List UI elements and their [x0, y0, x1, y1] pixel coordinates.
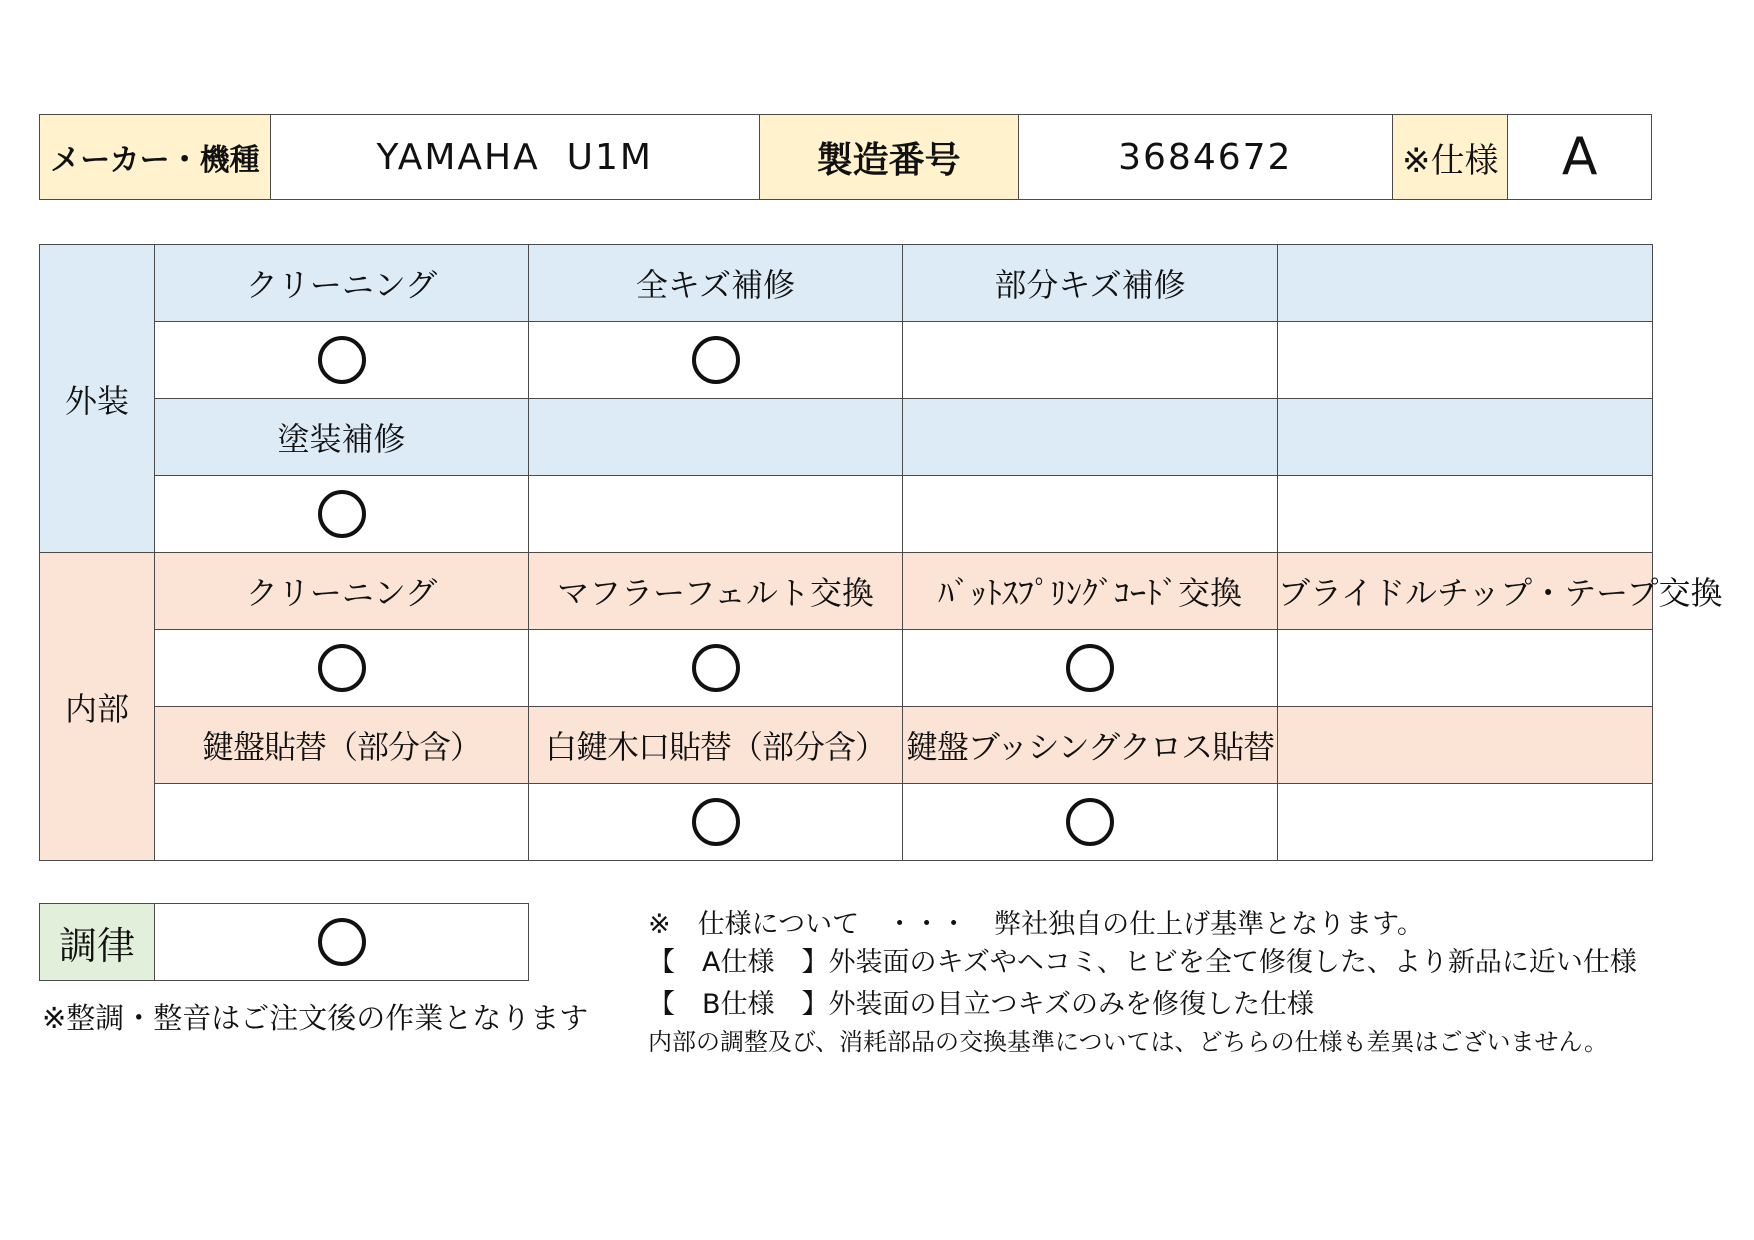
exterior-mark-row-2	[40, 476, 1653, 553]
mark-cell	[903, 784, 1278, 861]
exterior-item-empty	[529, 399, 903, 476]
mark-cell	[1278, 630, 1653, 707]
circle-mark-icon	[692, 336, 740, 384]
spec-value: A	[1508, 115, 1652, 200]
mark-cell	[155, 630, 529, 707]
exterior-item-empty	[1278, 399, 1653, 476]
exterior-mark-row-1	[40, 322, 1653, 399]
spec-note-line-b: 【 B仕様 】外装面の目立つキズのみを修復した仕様	[648, 989, 1314, 1020]
spec-note-line-1: ※ 仕様について ・・・ 弊社独自の仕上げ基準となります。	[648, 909, 1424, 940]
circle-mark-icon	[692, 798, 740, 846]
circle-mark-icon	[318, 336, 366, 384]
mark-cell	[529, 784, 903, 861]
regulation-note: ※整調・整音はご注文後の作業となります	[42, 1001, 589, 1035]
circle-mark-icon	[692, 644, 740, 692]
exterior-item-full-scratch-repair: 全キズ補修	[529, 245, 903, 322]
header-table	[39, 114, 1652, 200]
circle-mark-icon	[318, 490, 366, 538]
mark-cell	[529, 476, 903, 553]
work-items-table	[39, 244, 1723, 861]
interior-item-key-bushing-cloth: 鍵盤ブッシングクロス貼替	[903, 707, 1278, 784]
interior-item-muffler-felt: マフラーフェルト交換	[529, 553, 903, 630]
mark-cell	[1278, 322, 1653, 399]
spec-label: ※仕様	[1393, 115, 1508, 200]
interior-section-label: 内部	[40, 553, 155, 861]
exterior-item-paint-repair: 塗装補修	[155, 399, 529, 476]
mark-cell	[903, 476, 1278, 553]
tuning-table	[39, 903, 529, 981]
tuning-label: 調律	[40, 904, 155, 981]
exterior-section-label: 外装	[40, 245, 155, 553]
mark-cell	[155, 904, 529, 981]
mark-cell	[1278, 784, 1653, 861]
exterior-item-partial-scratch-repair: 部分キズ補修	[903, 245, 1278, 322]
exterior-header-row-2	[40, 399, 1653, 476]
spec-note-line-interior: 内部の調整及び、消耗部品の交換基準については、どちらの仕様も差異はございません。	[648, 1028, 1608, 1056]
maker-model-label: メーカー・機種	[40, 115, 271, 200]
interior-mark-row-1	[40, 630, 1653, 707]
interior-item-cleaning: クリーニング	[155, 553, 529, 630]
interior-header-row-1	[40, 553, 1653, 630]
interior-item-empty	[1278, 707, 1653, 784]
circle-mark-icon	[318, 918, 366, 966]
mark-cell	[155, 476, 529, 553]
spec-note-line-a: 【 A仕様 】外装面のキズやヘコミ、ヒビを全て修復した、より新品に近い仕様	[648, 947, 1637, 978]
mark-cell	[529, 322, 903, 399]
serial-number-value: 3684672	[1018, 115, 1392, 200]
mark-cell	[155, 784, 529, 861]
mark-cell	[903, 630, 1278, 707]
spec-notes	[648, 902, 1648, 1058]
exterior-header-row-1	[40, 245, 1653, 322]
mark-cell	[529, 630, 903, 707]
exterior-item-empty	[903, 399, 1278, 476]
mark-cell	[903, 322, 1278, 399]
interior-mark-row-2	[40, 784, 1653, 861]
mark-cell	[155, 322, 529, 399]
interior-item-key-top-replace: 鍵盤貼替（部分含）	[155, 707, 529, 784]
mark-cell	[1278, 476, 1653, 553]
circle-mark-icon	[318, 644, 366, 692]
circle-mark-icon	[1066, 798, 1114, 846]
exterior-item-cleaning: クリーニング	[155, 245, 529, 322]
interior-header-row-2	[40, 707, 1653, 784]
serial-number-label: 製造番号	[759, 115, 1018, 200]
maker-model-value: YAMAHA U1M	[270, 115, 759, 200]
interior-item-white-key-front: 白鍵木口貼替（部分含）	[529, 707, 903, 784]
interior-item-bridle-tape: ブライドルチップ・テープ交換	[1278, 553, 1653, 630]
exterior-item-empty	[1278, 245, 1653, 322]
interior-item-butt-spring-cord: ﾊﾞｯﾄｽﾌﾟﾘﾝｸﾞｺｰﾄﾞ交換	[903, 553, 1278, 630]
circle-mark-icon	[1066, 644, 1114, 692]
